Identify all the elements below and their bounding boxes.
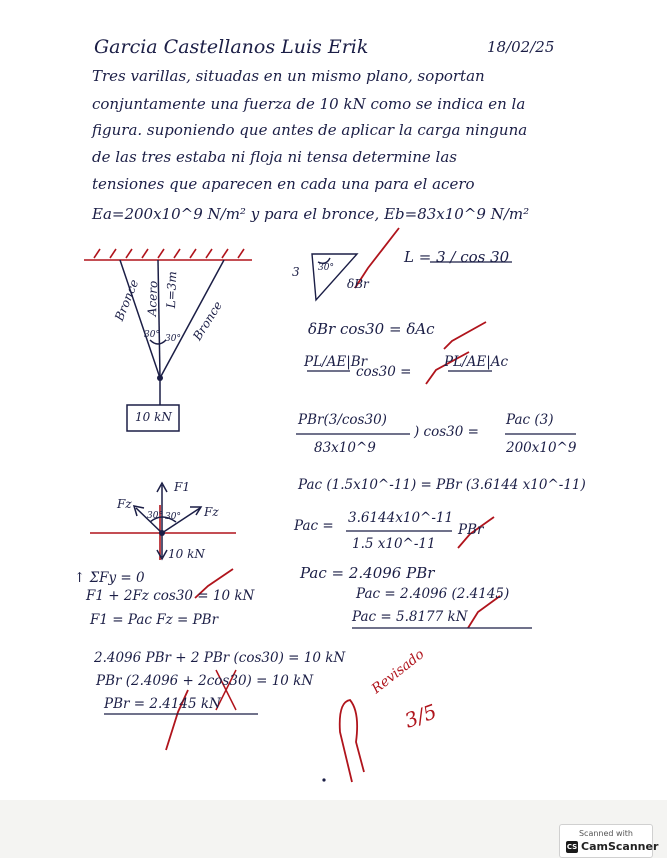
- sum-forces: ↑ ΣFy = 0: [74, 570, 145, 586]
- check-mark-2: [444, 322, 486, 349]
- solve-lhs: Pac =: [294, 518, 334, 534]
- right-rod-label: Bronce: [190, 298, 225, 343]
- result-line-3: Pac = 5.8177 kN: [352, 609, 468, 625]
- triangle-side-label: 3: [292, 265, 300, 279]
- hooke-cos: cos30 =: [356, 364, 412, 380]
- statement-line-1: Tres varillas, situadas en un mismo plano, soportan: [92, 67, 485, 85]
- triangle-hyp-label: δBr: [347, 277, 369, 291]
- scanned-with-label: Scanned with: [578, 829, 634, 838]
- substitution-right-denominator: 200x10^9: [506, 440, 577, 456]
- triangle-angle-label: 30°: [318, 263, 334, 273]
- statement-line-3: figura. suponiendo que antes de aplicar la carga ninguna: [92, 121, 528, 139]
- fbd-fz-right-label: Fz: [204, 505, 219, 519]
- load-label: 10 kN: [135, 410, 172, 424]
- statement-line-5: tensiones que aparecen en cada una para el acero: [92, 175, 475, 193]
- substitution-middle: ) cos30 =: [414, 424, 479, 440]
- camscanner-logo-icon: CS: [566, 843, 578, 851]
- solve-denominator: 1.5 x10^-11: [352, 536, 436, 552]
- fbd-joint: [159, 530, 165, 536]
- compatibility-equation: δBr cos30 = δAc: [308, 320, 435, 338]
- center-steel-rod: [158, 260, 160, 378]
- fbd-load-label: 10 kN: [168, 547, 205, 561]
- fbd-fz-left-label: Fz: [117, 497, 132, 511]
- ink-dot: [322, 778, 325, 781]
- result-line-2: Pac = 2.4096 (2.4145): [356, 586, 510, 602]
- ceiling-support: [84, 249, 252, 260]
- joint: [157, 375, 163, 381]
- statement-line-2: conjuntamente una fuerza de 10 kN como se indica en la: [92, 95, 526, 113]
- result-line-1: Pac = 2.4096 PBr: [300, 564, 435, 582]
- equilibrium-eq2: F1 = Pac Fz = PBr: [90, 612, 219, 628]
- camscanner-brand: CamScanner: [581, 840, 659, 853]
- reviewed-mark: Revisado: [368, 646, 428, 698]
- fbd-angle-left: 30°: [147, 511, 163, 521]
- substitution-denominator: 83x10^9: [314, 440, 376, 456]
- center-rod-length: L=3m: [164, 270, 180, 309]
- coefficient-equation: Pac (1.5x10^-11) = PBr (3.6144 x10^-11): [298, 477, 586, 493]
- statement-line-4: de las tres estaba ni floja ni tensa determine las: [92, 148, 457, 166]
- fbd-f1-label: F1: [174, 480, 190, 494]
- substitution-right-numerator: Pac (3): [506, 412, 554, 428]
- equilibrium-eq3: 2.4096 PBr + 2 PBr (cos30) = 10 kN: [94, 650, 346, 666]
- angle-right-label: 30°: [165, 334, 181, 344]
- date: 18/02/25: [487, 38, 555, 56]
- solve-tail: PBr: [458, 522, 484, 538]
- statement-line-6: Ea=200x10^9 N/m² y para el bronce, Eb=83x10^9 N/m²: [92, 205, 530, 223]
- reviewer-signature: [340, 700, 364, 782]
- length-equation: L = 3 / cos 30: [404, 248, 510, 266]
- left-rod-label: Bronce: [112, 277, 142, 323]
- angle-left-label: 30°: [144, 330, 160, 340]
- equilibrium-eq4: PBr (2.4096 + 2cos30) = 10 kN: [96, 673, 314, 689]
- author-name: Garcia Castellanos Luis Erik: [94, 36, 369, 58]
- hooke-steel: PL/AE|Ac: [444, 354, 509, 370]
- score: 3/5: [401, 699, 440, 733]
- substitution-numerator: PBr(3/cos30): [298, 412, 387, 428]
- equilibrium-eq1: F1 + 2Fz cos30 = 10 kN: [86, 588, 255, 604]
- center-rod-label: Acero: [145, 280, 161, 317]
- final-answer: PBr = 2.4145 kN: [104, 696, 221, 712]
- solve-numerator: 3.6144x10^-11: [348, 510, 454, 526]
- fbd-angle-right: 30°: [165, 512, 181, 522]
- hooke-bronze: PL/AE|Br: [304, 354, 368, 370]
- camscanner-badge: [559, 824, 659, 858]
